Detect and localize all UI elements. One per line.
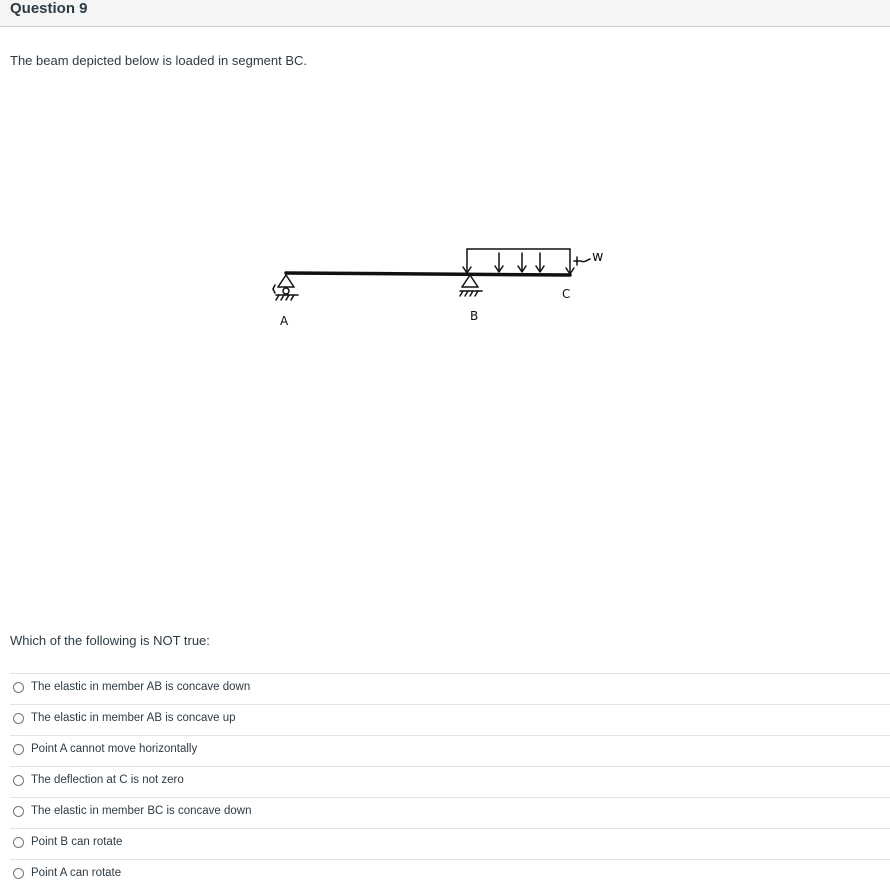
support-a-pin (273, 275, 298, 300)
question-title: Question 9 (10, 0, 88, 17)
radio-button[interactable] (13, 775, 24, 786)
answer-label[interactable]: Point A can rotate (31, 867, 122, 879)
beam-line (286, 273, 570, 275)
radio-button[interactable] (13, 837, 24, 848)
question-prompt: The beam depicted below is loaded in segment BC. (10, 53, 308, 68)
label-c: C (562, 287, 571, 301)
answer-option[interactable] (10, 704, 890, 735)
question-header (0, 0, 890, 27)
beam-diagram-svg (270, 235, 604, 345)
label-a: A (280, 314, 289, 328)
answer-option[interactable] (10, 766, 890, 797)
answer-option[interactable] (10, 797, 890, 828)
distributed-load (463, 249, 590, 274)
answer-option[interactable] (10, 735, 890, 766)
answer-label[interactable]: The elastic in member BC is concave down (31, 805, 252, 817)
answer-label[interactable]: The deflection at C is not zero (31, 774, 184, 786)
radio-button[interactable] (13, 806, 24, 817)
answer-label[interactable]: Point B can rotate (31, 836, 123, 848)
radio-button[interactable] (13, 682, 24, 693)
answer-label[interactable]: The elastic in member AB is concave up (31, 712, 236, 724)
radio-button[interactable] (13, 868, 24, 879)
radio-button[interactable] (13, 744, 24, 755)
answer-option[interactable] (10, 828, 890, 859)
label-w: w (592, 249, 604, 265)
label-b: B (470, 309, 479, 323)
question-text: Which of the following is NOT true: (10, 633, 210, 648)
answer-label[interactable]: Point A cannot move horizontally (31, 743, 198, 755)
beam-diagram (270, 235, 604, 345)
answer-list (0, 673, 890, 890)
answer-option[interactable] (10, 673, 890, 704)
answer-option[interactable] (10, 859, 890, 890)
answer-label[interactable]: The elastic in member AB is concave down (31, 681, 251, 693)
radio-button[interactable] (13, 713, 24, 724)
support-b-pin (460, 275, 482, 296)
